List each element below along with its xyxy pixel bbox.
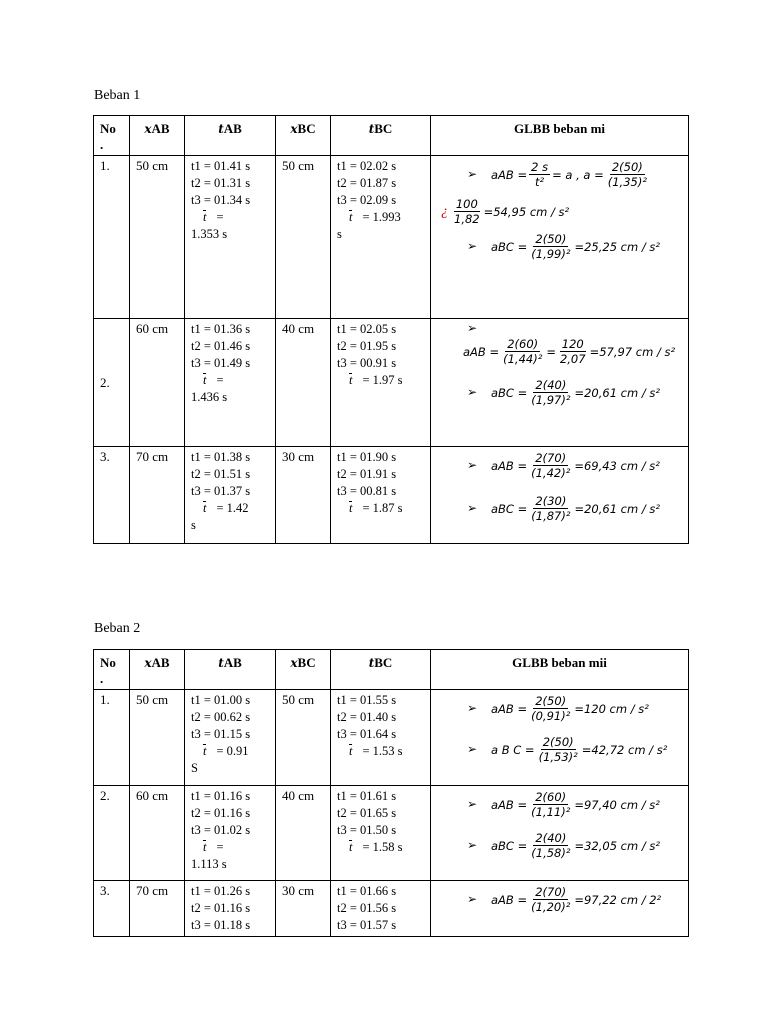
denominator: (1,97)² [531, 393, 571, 407]
cell-tbc [331, 447, 431, 544]
header-no: No . [94, 650, 130, 690]
mean-time-inline: = 0.91 [216, 744, 249, 758]
cell-xbc: 40 cm [276, 319, 331, 447]
cell-glbb [431, 881, 689, 937]
mean-time-line [191, 500, 269, 517]
t-bar-symbol: t [349, 373, 353, 387]
fraction [529, 885, 572, 914]
formula-middle: = a , a = [552, 167, 604, 182]
denominator: (1,11)² [531, 805, 571, 819]
t-bar-symbol: t [203, 373, 207, 387]
time-t1: t1 = 02.05 s [337, 322, 397, 336]
mean-time-inline: = 1.97 s [362, 373, 403, 387]
cell-tbc [331, 786, 431, 881]
t-bar-symbol: t [349, 840, 353, 854]
table-row [94, 447, 689, 544]
cell-xab: 50 cm [130, 156, 185, 319]
time-t1: t1 = 01.90 s [337, 450, 397, 464]
cell-tbc [331, 319, 431, 447]
arrow-bullet-icon: ➢ [467, 838, 478, 852]
formula-result: =69,43 cm / s² [574, 458, 660, 473]
cell-glbb [431, 156, 689, 319]
mean-time-inline: = 1.53 s [362, 744, 403, 758]
fraction [529, 451, 572, 480]
formula-result: =57,97 cm / s² [589, 344, 676, 359]
numerator: 2(40) [535, 831, 567, 845]
formula-result: =25,25 cm / s² [574, 239, 660, 254]
mean-time-value: 1.353 s [191, 227, 228, 241]
time-t3: t3 = 02.09 s [337, 193, 397, 207]
formula-lhs: aBC = [491, 838, 528, 853]
table-header-row [94, 650, 689, 690]
t-bar-symbol: t [203, 744, 207, 758]
fraction [529, 831, 572, 860]
formula-lhs: a B C = [491, 742, 535, 757]
denominator: (1,53)² [538, 750, 578, 764]
formula-aab [467, 160, 682, 189]
mean-time-line [191, 209, 269, 226]
denominator: (1,35)² [607, 175, 647, 189]
time-t3: t3 = 01.49 s [191, 356, 251, 370]
cell-glbb [431, 786, 689, 881]
numerator: 120 [561, 337, 584, 351]
time-t3: t3 = 00.81 s [337, 484, 397, 498]
header-glbb: GLBB beban mii [431, 650, 689, 690]
cell-tbc [331, 690, 431, 786]
header-tab: tAB [185, 650, 276, 690]
header-xab: xAB [130, 116, 185, 156]
time-t2: t2 = 01.16 s [191, 806, 251, 820]
time-t2: t2 = 01.65 s [337, 806, 397, 820]
fraction [529, 232, 572, 261]
cell-no: 2. [94, 786, 130, 881]
numerator: 2(60) [535, 790, 567, 804]
formula-lhs: aAB = [491, 701, 528, 716]
table-header-row [94, 116, 689, 156]
mean-time-line [191, 372, 269, 389]
arrow-bullet-icon: ➢ [467, 239, 478, 253]
numerator: 100 [455, 197, 478, 211]
mean-time-inline: = [216, 210, 224, 224]
mean-time-value: 1.436 s [191, 390, 228, 404]
table-row [94, 690, 689, 786]
time-t3: t3 = 01.50 s [337, 823, 397, 837]
formula-result: =32,05 cm / s² [574, 838, 660, 853]
mean-time-line [337, 372, 424, 389]
t-bar-symbol: t [349, 501, 353, 515]
formula-result: =20,61 cm / s² [574, 501, 660, 516]
formula-result: =42,72 cm / s² [581, 742, 668, 757]
time-t1: t1 = 02.02 s [337, 159, 397, 173]
t-bar-symbol: t [203, 210, 207, 224]
formula-lhs: aAB = [491, 797, 528, 812]
header-tbc: tBC [331, 116, 431, 156]
time-t2: t2 = 01.91 s [337, 467, 397, 481]
arrow-bullet-icon: ➢ [467, 167, 478, 181]
cell-xbc: 50 cm [276, 690, 331, 786]
fraction [529, 378, 572, 407]
formula-abc [467, 494, 682, 523]
cell-tab [185, 319, 276, 447]
fraction [529, 694, 572, 723]
mean-time-value: S [191, 761, 198, 775]
cell-tab [185, 786, 276, 881]
time-t3: t3 = 01.34 s [191, 193, 251, 207]
formula-lhs: aAB = [491, 892, 528, 907]
arrow-bullet-icon: ➢ [467, 701, 478, 715]
time-t2: t2 = 01.87 s [337, 176, 397, 190]
table-row [94, 786, 689, 881]
header-xab: xAB [130, 650, 185, 690]
cell-tab [185, 447, 276, 544]
formula-result: =20,61 cm / s² [574, 385, 660, 400]
time-t1: t1 = 01.61 s [337, 789, 397, 803]
fraction [606, 160, 649, 189]
cell-xbc: 30 cm [276, 881, 331, 937]
mean-time-line [337, 743, 424, 760]
time-t3: t3 = 01.37 s [191, 484, 251, 498]
mean-time-line [191, 839, 269, 856]
numerator: 2(70) [535, 451, 567, 465]
fraction [529, 160, 550, 189]
cell-xab: 60 cm [130, 786, 185, 881]
denominator: 1,82 [454, 212, 480, 226]
table-row [94, 156, 689, 319]
mean-time-line [337, 209, 424, 226]
fraction [501, 337, 544, 366]
cell-no: 3. [94, 447, 130, 544]
numerator: 2(30) [535, 494, 567, 508]
formula-lhs: aBC = [491, 385, 528, 400]
data-table-beban-2 [93, 649, 689, 937]
denominator: (1,20)² [531, 900, 571, 914]
fraction [537, 735, 580, 764]
mean-time-inline: = [216, 373, 224, 387]
arrow-bullet-icon: ➢ [467, 742, 478, 756]
cell-xbc: 30 cm [276, 447, 331, 544]
formula-result: =54,95 cm / s² [483, 204, 570, 219]
formula-lhs: aAB = [463, 344, 500, 359]
denominator: (0,91)² [531, 709, 571, 723]
mean-time-line [191, 743, 269, 760]
formula-aab [467, 790, 682, 819]
time-t2: t2 = 01.40 s [337, 710, 397, 724]
numerator: 2(70) [535, 885, 567, 899]
denominator: (1,99)² [531, 247, 571, 261]
fraction [529, 790, 572, 819]
cell-tbc [331, 881, 431, 937]
numerator: 2(60) [507, 337, 539, 351]
time-t1: t1 = 01.41 s [191, 159, 251, 173]
cell-xab: 60 cm [130, 319, 185, 447]
mean-time-line [337, 500, 424, 517]
formula-aab [467, 451, 682, 480]
numerator: 2(50) [611, 160, 643, 174]
arrow-bullet-icon: ➢ [467, 797, 478, 811]
cell-xab: 50 cm [130, 690, 185, 786]
arrow-bullet-icon: ➢ [467, 321, 478, 335]
t-bar-symbol: t [349, 744, 353, 758]
mean-time-tail: s [337, 227, 342, 241]
denominator: t² [535, 175, 545, 189]
numerator: 2(50) [535, 232, 567, 246]
time-t1: t1 = 01.66 s [337, 884, 397, 898]
denominator: (1,58)² [531, 846, 571, 860]
arrow-bullet-icon: ➢ [467, 892, 478, 906]
formula-result: =97,40 cm / s² [574, 797, 660, 812]
numerator: 2(50) [535, 694, 567, 708]
numerator: 2 s [531, 160, 549, 174]
formula-result: =120 cm / s² [574, 701, 649, 716]
time-t1: t1 = 01.26 s [191, 884, 251, 898]
formula-aab [463, 337, 682, 366]
cell-xbc: 40 cm [276, 786, 331, 881]
time-t1: t1 = 01.00 s [191, 693, 251, 707]
mean-time-inline: = 1.58 s [362, 840, 403, 854]
t-bar-symbol: t [203, 840, 207, 854]
fraction [529, 494, 572, 523]
time-t2: t2 = 01.56 s [337, 901, 397, 915]
cell-no: 3. [94, 881, 130, 937]
cell-tbc [331, 156, 431, 319]
mean-time-inline: = [216, 840, 224, 854]
t-bar-symbol: t [349, 210, 353, 224]
table-row [94, 319, 689, 447]
fraction [452, 197, 482, 226]
formula-abc [467, 735, 682, 764]
denominator: 2,07 [559, 352, 586, 366]
time-t2: t2 = 01.31 s [191, 176, 251, 190]
formula-result: =97,22 cm / 2² [574, 892, 662, 907]
numerator: 2(40) [535, 378, 567, 392]
arrow-bullet-icon: ➢ [467, 501, 478, 515]
cell-tab [185, 690, 276, 786]
time-t2: t2 = 01.16 s [191, 901, 251, 915]
denominator: (1,42)² [531, 466, 571, 480]
mean-time-line [337, 839, 424, 856]
cell-xbc: 50 cm [276, 156, 331, 319]
denominator: (1,44)² [503, 352, 543, 366]
mean-time-inline: = 1.993 [362, 210, 401, 224]
cell-no: 1. [94, 156, 130, 319]
time-t1: t1 = 01.16 s [191, 789, 251, 803]
section-title: Beban 2 [94, 621, 141, 636]
section-title: Beban 1 [94, 88, 141, 103]
denominator: (1,87)² [531, 509, 571, 523]
mean-time-value: 1.113 s [191, 857, 227, 871]
formula-lhs: aAB = [491, 458, 528, 473]
formula-lhs: aAB = [491, 167, 528, 182]
formula-aab [467, 694, 682, 723]
time-t3: t3 = 01.15 s [191, 727, 251, 741]
formula-continuation [441, 197, 682, 226]
time-t2: t2 = 01.46 s [191, 339, 251, 353]
time-t1: t1 = 01.55 s [337, 693, 397, 707]
time-t3: t3 = 01.02 s [191, 823, 251, 837]
cell-glbb [431, 690, 689, 786]
red-error-mark: ¿ [441, 203, 448, 219]
formula-lhs: aBC = [491, 501, 528, 516]
numerator: 2(50) [542, 735, 574, 749]
time-t1: t1 = 01.36 s [191, 322, 251, 336]
mean-time-inline: = 1.87 s [362, 501, 403, 515]
time-t1: t1 = 01.38 s [191, 450, 251, 464]
time-t3: t3 = 01.57 s [337, 918, 397, 932]
table-row [94, 881, 689, 937]
formula-abc [467, 831, 682, 860]
arrow-bullet-icon: ➢ [467, 385, 478, 399]
header-xbc: xBC [276, 650, 331, 690]
t-bar-symbol: t [203, 501, 207, 515]
time-t2: t2 = 01.95 s [337, 339, 397, 353]
mean-time-inline: = 1.42 [216, 501, 249, 515]
header-xbc: xBC [276, 116, 331, 156]
cell-tab [185, 156, 276, 319]
formula-abc [467, 232, 682, 261]
header-tbc: tBC [331, 650, 431, 690]
header-no: No . [94, 116, 130, 156]
header-glbb: GLBB beban mi [431, 116, 689, 156]
time-t3: t3 = 01.64 s [337, 727, 397, 741]
formula-middle: = [546, 344, 556, 359]
time-t2: t2 = 00.62 s [191, 710, 251, 724]
formula-abc [467, 378, 682, 407]
cell-xab: 70 cm [130, 447, 185, 544]
arrow-bullet-icon: ➢ [467, 458, 478, 472]
cell-no: 1. [94, 690, 130, 786]
cell-xab: 70 cm [130, 881, 185, 937]
formula-lhs: aBC = [491, 239, 528, 254]
cell-glbb [431, 447, 689, 544]
time-t3: t3 = 01.18 s [191, 918, 251, 932]
header-tab: tAB [185, 116, 276, 156]
time-t3: t3 = 00.91 s [337, 356, 397, 370]
cell-glbb [431, 319, 689, 447]
formula-aab [467, 885, 682, 914]
fraction [558, 337, 588, 366]
mean-time-value: s [191, 518, 196, 532]
data-table-beban-1 [93, 115, 689, 544]
time-t2: t2 = 01.51 s [191, 467, 251, 481]
cell-tab [185, 881, 276, 937]
cell-no: 2. [94, 319, 130, 447]
